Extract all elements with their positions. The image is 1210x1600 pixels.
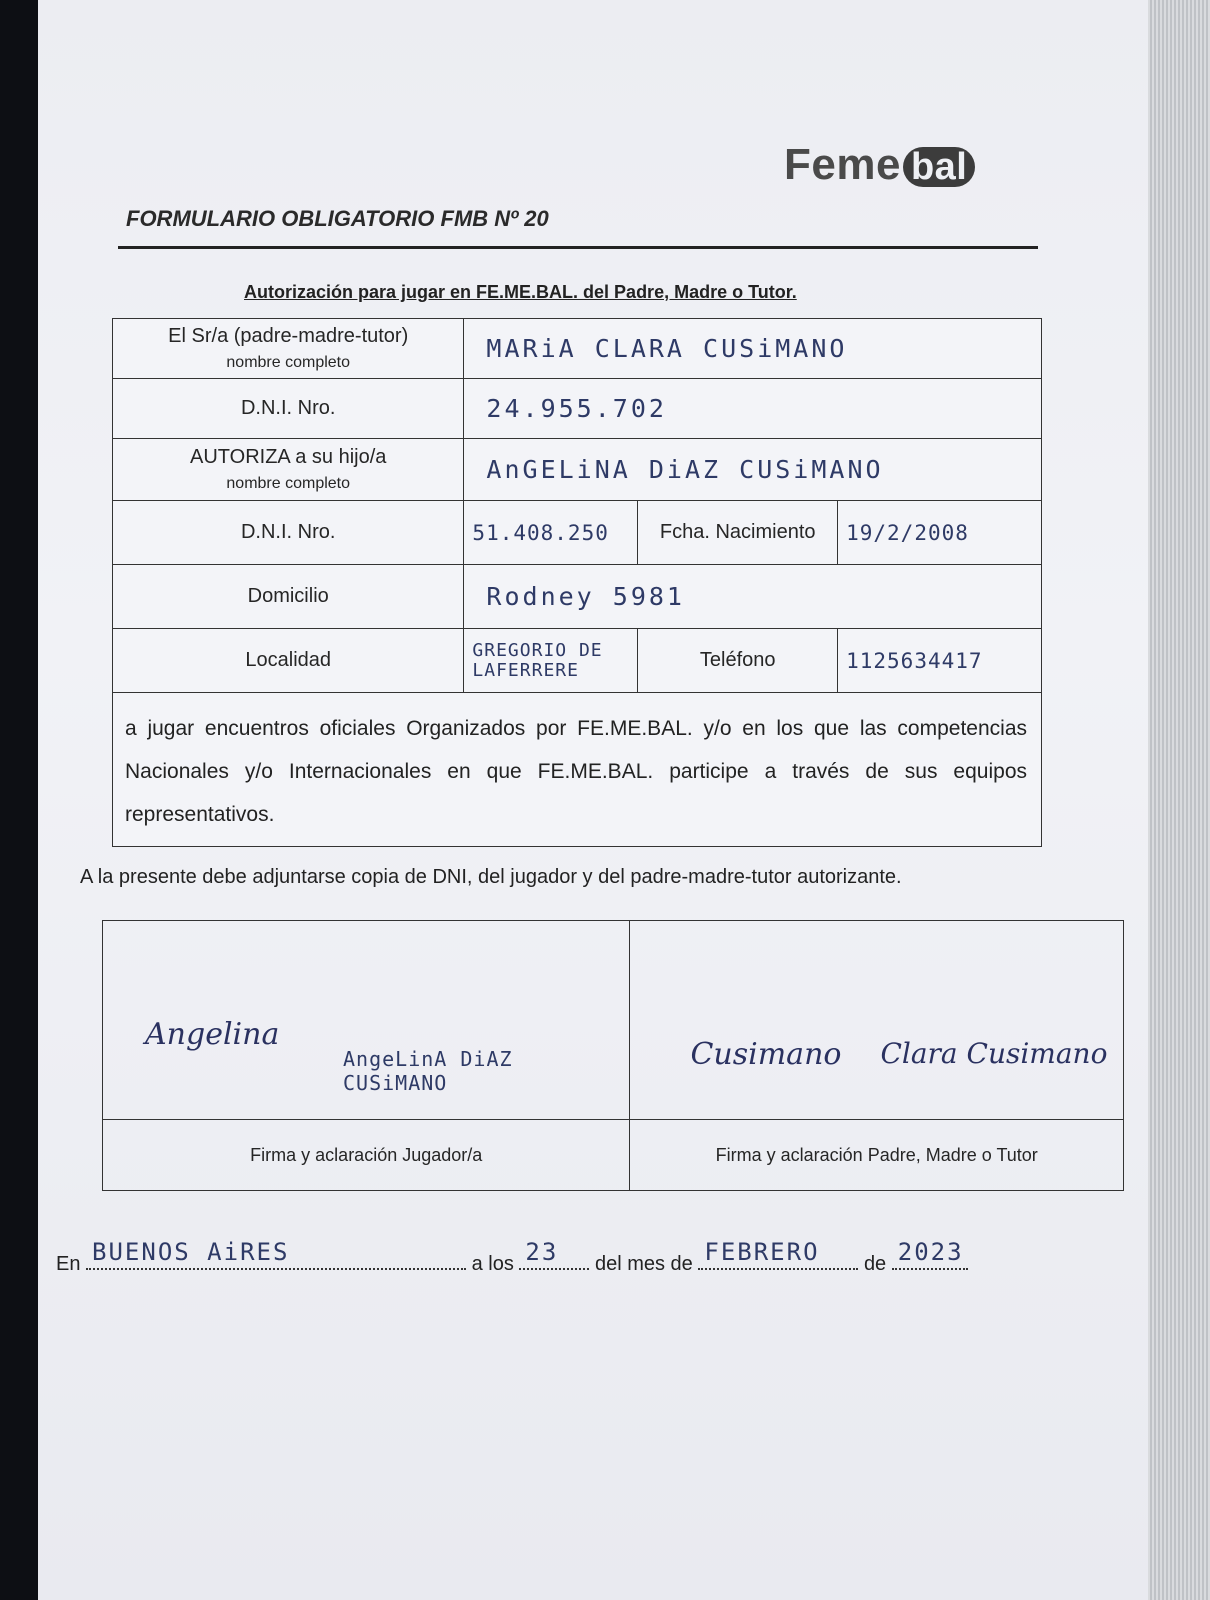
child-label-cell xyxy=(113,439,464,501)
parent-label-cell xyxy=(113,319,464,379)
child-dni-value[interactable]: 51.408.250 xyxy=(464,501,638,565)
parent-printed-name: Clara Cusimano xyxy=(880,1037,1108,1070)
locality-label: Localidad xyxy=(113,629,464,693)
birth-date-label: Fcha. Nacimiento xyxy=(638,501,838,565)
parent-signature-caption: Firma y aclaración Padre, Madre o Tutor xyxy=(630,1120,1124,1191)
player-signature-caption: Firma y aclaración Jugador/a xyxy=(103,1120,630,1191)
logo-text: Feme xyxy=(784,140,901,189)
locality-line-1: GREGORIO DE xyxy=(472,639,603,661)
femebal-logo xyxy=(784,140,975,190)
locality-value[interactable] xyxy=(464,629,638,693)
parent-signature-box[interactable] xyxy=(630,921,1124,1120)
a-los-label: a los xyxy=(471,1253,514,1275)
locality-line-2: LAFERRERE xyxy=(472,659,579,681)
date-place-line xyxy=(56,1238,968,1276)
year-value: 2023 xyxy=(897,1238,964,1266)
address-value[interactable]: Rodney 5981 xyxy=(464,565,1042,629)
parent-name-row xyxy=(113,319,1042,379)
child-name-row xyxy=(113,439,1042,501)
authorization-title: Autorización para jugar en FE.ME.BAL. del Padre, Madre o Tutor. xyxy=(244,282,797,302)
en-label: En xyxy=(56,1253,81,1275)
signature-table xyxy=(102,920,1124,1191)
year-field[interactable] xyxy=(892,1238,968,1270)
authorization-text-row xyxy=(113,693,1042,847)
address-label: Domicilio xyxy=(113,565,464,629)
day-field[interactable] xyxy=(519,1238,589,1270)
del-mes-label: del mes de xyxy=(594,1253,693,1275)
day-value: 23 xyxy=(525,1238,559,1266)
child-dni-row xyxy=(113,501,1042,565)
parent-name-value[interactable]: MARiA CLARA CUSiMANO xyxy=(464,319,1042,379)
phone-label: Teléfono xyxy=(638,629,838,693)
authorization-text: a jugar encuentros oficiales Organizados por FE.ME.BAL. y/o en los que las competencias Nacionales y/o Internacionales en que FE.ME.BAL. participe a través de sus equipos representativos. xyxy=(113,693,1042,847)
player-signature-box[interactable] xyxy=(103,921,630,1120)
locality-row xyxy=(113,629,1042,693)
title-divider xyxy=(118,246,1038,249)
parent-dni-value[interactable]: 24.955.702 xyxy=(464,379,1042,439)
parent-fullname-hint: nombre completo xyxy=(226,354,351,371)
authorization-table xyxy=(112,318,1042,847)
parent-signature: Cusimano xyxy=(690,1037,842,1072)
de-label: de xyxy=(863,1253,887,1275)
city-field[interactable] xyxy=(86,1238,466,1270)
parent-label: El Sr/a (padre-madre-tutor) xyxy=(168,325,409,347)
birth-date-value[interactable]: 19/2/2008 xyxy=(838,501,1042,565)
child-fullname-hint: nombre completo xyxy=(226,475,351,492)
month-value: FEBRERO xyxy=(704,1238,820,1266)
address-row xyxy=(113,565,1042,629)
player-signature: Angelina xyxy=(145,1017,280,1052)
logo-accent: bal xyxy=(903,147,975,187)
player-printed-name: AngeLinA DiAZ CUSiMANO xyxy=(343,1047,513,1095)
city-value: BUENOS AiRES xyxy=(92,1238,290,1266)
child-dni-label: D.N.I. Nro. xyxy=(113,501,464,565)
child-name-value[interactable]: AnGELiNA DiAZ CUSiMANO xyxy=(464,439,1042,501)
month-field[interactable] xyxy=(698,1238,858,1270)
parent-dni-row xyxy=(113,379,1042,439)
attachment-note: A la presente debe adjuntarse copia de DNI, del jugador y del padre-madre-tutor autorizante. xyxy=(80,866,902,888)
form-title: FORMULARIO OBLIGATORIO FMB Nº 20 xyxy=(126,206,549,231)
parent-dni-label: D.N.I. Nro. xyxy=(113,379,464,439)
authorizes-label: AUTORIZA a su hijo/a xyxy=(190,446,387,468)
phone-value[interactable]: 1125634417 xyxy=(838,629,1042,693)
